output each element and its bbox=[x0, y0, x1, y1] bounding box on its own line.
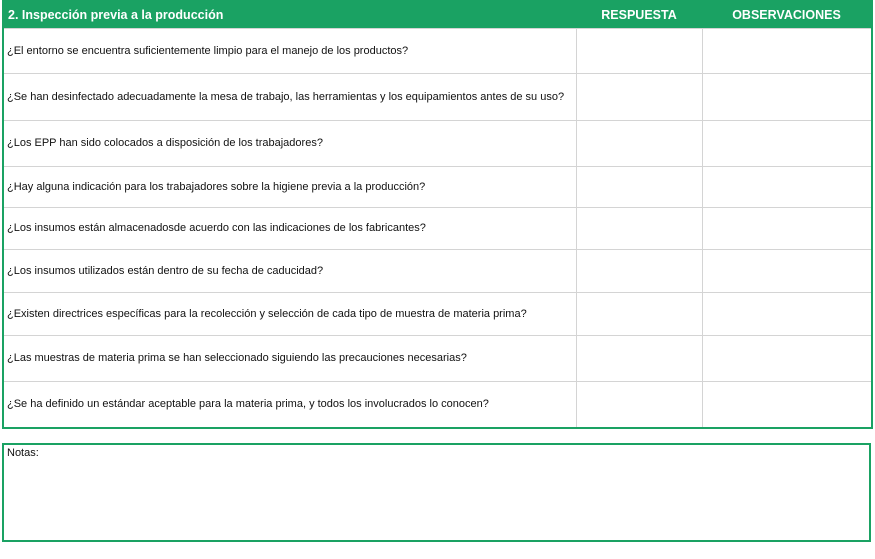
question-row bbox=[3, 250, 872, 293]
checklist-table bbox=[2, 0, 873, 429]
question-text: ¿Se han desinfectado adecuadamente la mesa de trabajo, las herramientas y los equipamientos antes de su uso? bbox=[3, 74, 576, 121]
section-title: 2. Inspección previa a la producción bbox=[3, 1, 576, 29]
column-header-answer: RESPUESTA bbox=[576, 1, 702, 29]
answer-cell[interactable] bbox=[576, 74, 702, 121]
question-text: ¿Existen directrices específicas para la recolección y selección de cada tipo de muestra de materia prima? bbox=[3, 293, 576, 336]
answer-cell[interactable] bbox=[576, 167, 702, 208]
answer-cell[interactable] bbox=[576, 29, 702, 74]
observations-cell[interactable] bbox=[702, 74, 872, 121]
question-text: ¿Se ha definido un estándar aceptable para la materia prima, y todos los involucrados lo conocen? bbox=[3, 382, 576, 428]
answer-cell[interactable] bbox=[576, 293, 702, 336]
answer-cell[interactable] bbox=[576, 382, 702, 428]
question-row bbox=[3, 121, 872, 167]
column-header-observations: OBSERVACIONES bbox=[702, 1, 872, 29]
question-row bbox=[3, 167, 872, 208]
notes-label: Notas: bbox=[7, 447, 39, 459]
header-row bbox=[3, 1, 872, 29]
question-text: ¿Los EPP han sido colocados a disposición de los trabajadores? bbox=[3, 121, 576, 167]
question-row bbox=[3, 336, 872, 382]
observations-cell[interactable] bbox=[702, 208, 872, 250]
question-text: ¿Las muestras de materia prima se han seleccionado siguiendo las precauciones necesarias? bbox=[3, 336, 576, 382]
answer-cell[interactable] bbox=[576, 208, 702, 250]
answer-cell[interactable] bbox=[576, 336, 702, 382]
question-text: ¿El entorno se encuentra suficientemente limpio para el manejo de los productos? bbox=[3, 29, 576, 74]
observations-cell[interactable] bbox=[702, 29, 872, 74]
observations-cell[interactable] bbox=[702, 293, 872, 336]
observations-cell[interactable] bbox=[702, 167, 872, 208]
question-row bbox=[3, 208, 872, 250]
observations-cell[interactable] bbox=[702, 121, 872, 167]
observations-cell[interactable] bbox=[702, 336, 872, 382]
question-text: ¿Los insumos están almacenadosde acuerdo con las indicaciones de los fabricantes? bbox=[3, 208, 576, 250]
answer-cell[interactable] bbox=[576, 121, 702, 167]
question-text: ¿Hay alguna indicación para los trabajadores sobre la higiene previa a la producción? bbox=[3, 167, 576, 208]
observations-cell[interactable] bbox=[702, 382, 872, 428]
question-row bbox=[3, 293, 872, 336]
question-row bbox=[3, 74, 872, 121]
question-row bbox=[3, 29, 872, 74]
question-text: ¿Los insumos utilizados están dentro de su fecha de caducidad? bbox=[3, 250, 576, 293]
observations-cell[interactable] bbox=[702, 250, 872, 293]
inspection-checklist bbox=[2, 0, 871, 429]
notes-box[interactable] bbox=[2, 443, 871, 542]
answer-cell[interactable] bbox=[576, 250, 702, 293]
question-row bbox=[3, 382, 872, 428]
